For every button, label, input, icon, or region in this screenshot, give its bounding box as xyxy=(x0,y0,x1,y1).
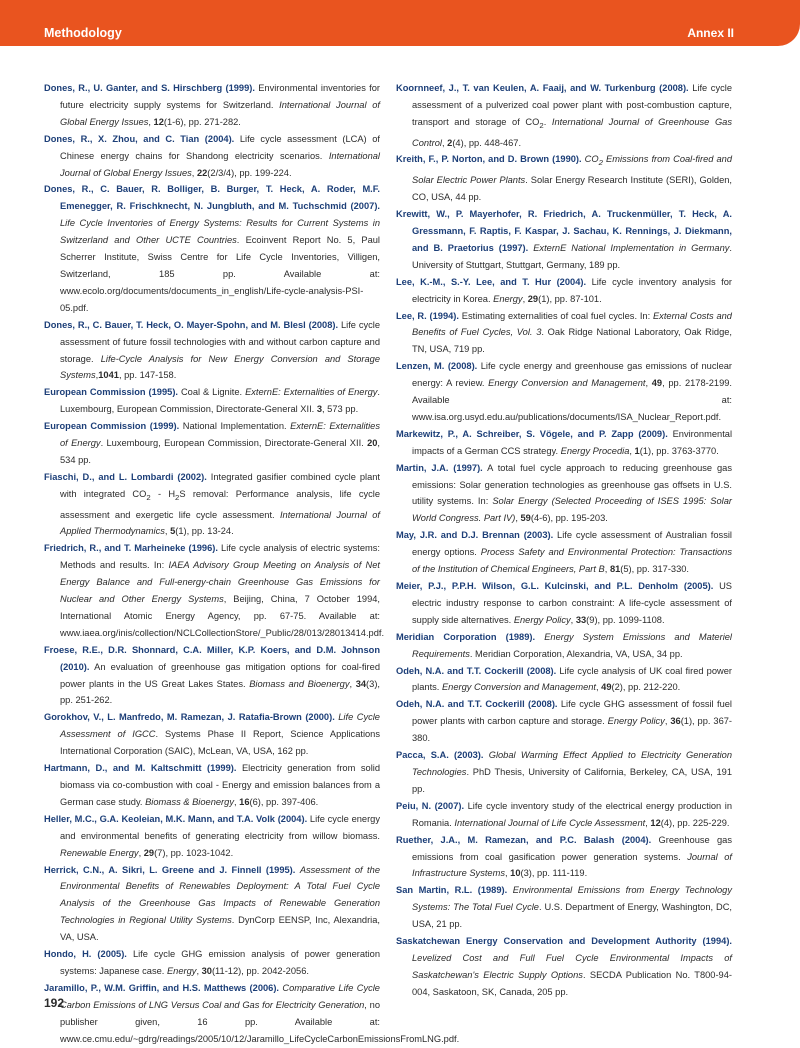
reference-entry xyxy=(396,747,732,798)
reference-authors: Pacca, S.A. (2003). xyxy=(396,750,484,761)
reference-details: Assessment of the Environmental Benefits of Renewables Deployment: A Total Fuel Cycle Analysis of the Greenhouse Gas Impacts of Renewable Generation Technologies in Regional Utility Systems. DynCorp EENSP, Inc, Alexandria, VA, USA. xyxy=(60,864,380,943)
reference-details: Life cycle inventory analysis for electricity in Korea. Energy, 29(1), pp. 87-101. xyxy=(412,276,732,304)
reference-authors: Jaramillo, P., W.M. Griffin, and H.S. Matthews (2006). xyxy=(44,982,280,993)
reference-details: A total fuel cycle approach to reducing greenhouse gas emissions: Solar generation technologies as greenhouse gas offsets in U.S. utility systems. In: Solar Energy (Selected Proceeding of ISES 1995: Solar World Congress. Part IV), 59(4-6), pp. 195-203. xyxy=(412,462,732,524)
reference-details: Levelized Cost and Full Fuel Cycle Environmental Impacts of Saskatchewan's Electric Supply Options. SECDA Publication No. T800-94-004, Saskatoon, SK, Canada, 205 pp. xyxy=(412,952,732,997)
reference-details: Life cycle analysis of electric systems: Methods and results. In: IAEA Advisory Group Meeting on Analysis of Net Energy Balance and Full-energy-chain Greenhouse Gas Emissions for Nuclear and Other Energy Systems, Beijing, China, 7 October 1994, International Atomic Energy Agency, pp. 67-75. Available at: www.iaea.org/inis/collection/NCLCollectionStore/_Public/28/013/28013414.pdf. xyxy=(60,543,385,638)
reference-authors: Dones, R., C. Bauer, R. Bolliger, B. Burger, T. Heck, A. Roder, M.F. Emenegger, R. Frischknecht, N. Jungbluth, and M. Tuchschmid (2007). xyxy=(44,184,380,212)
reference-authors: San Martin, R.L. (1989). xyxy=(396,885,508,896)
reference-details: Global Warming Effect Applied to Electricity Generation Technologies. PhD Thesis, University of California, Berkeley, CA, USA, 191 pp. xyxy=(412,750,732,794)
reference-details: Life cycle energy and environmental benefits of generating electricity from willow biomass. Renewable Energy, 29(7), pp. 1023-1042. xyxy=(60,813,380,858)
reference-authors: Meier, P.J., P.P.H. Wilson, G.L. Kulcinski, and P.L. Denholm (2005). xyxy=(396,581,714,591)
reference-entry xyxy=(44,540,385,641)
reference-authors: Saskatchewan Energy Conservation and Development Authority (1994). xyxy=(396,936,732,947)
reference-authors: Krewitt, W., P. Mayerhofer, R. Friedrich, A. Truckenmüller, T. Heck, A. Gressmann, F. Raptis, F. Kaspar, J. Sachau, K. Rennings, J. Diekmann, and B. Praetorius (1997). xyxy=(396,209,732,253)
reference-authors: Lee, K.-M., S.-Y. Lee, and T. Hur (2004). xyxy=(396,276,587,287)
reference-authors: Herrick, C.N., A. Sikri, L. Greene and J. Finnell (1995). xyxy=(44,864,296,875)
reference-details: Life cycle assessment of Australian fossil energy options. Process Safety and Environmental Protection: Transactions of the Institution of Chemical Engineers, Part B, 81(5), pp. 317-330. xyxy=(412,530,732,575)
reference-entry xyxy=(44,418,380,469)
reference-entry xyxy=(396,358,732,426)
reference-entry xyxy=(44,642,380,710)
reference-entry xyxy=(44,946,380,980)
reference-details: ExternE National Implementation in Germany. University of Stuttgart, Stuttgart, Germany, 189 pp. xyxy=(412,242,732,270)
reference-details: Integrated gasifier combined cycle plant with integrated $CO_2 - H_2S$ removal: Performance analysis, life cycle assessment and exergetic life cycle assessment. International Journal of Applied Thermodynamics, 5(1), pp. 13-24. xyxy=(60,471,381,537)
reference-details: Life Cycle Assessment of IGCC. Systems Phase II Report, Science Applications International Corporation (SAIC), McLean, VA, USA, 162 pp. xyxy=(60,712,381,757)
reference-authors: Lenzen, M. (2008). xyxy=(396,361,478,372)
reference-details: Environmental inventories for future electricity supply systems for Switzerland. International Journal of Global Energy Issues, 12(1-6), pp. 271-282. xyxy=(60,83,380,127)
reference-details: $CO_2$ Emissions from Coal-fired and Solar Electric Power Plants. Solar Energy Research Institute (SERI), Golden, CO, USA, 44 pp. xyxy=(412,154,733,203)
reference-authors: Martin, J.A. (1997). xyxy=(396,462,483,473)
reference-entry xyxy=(396,578,732,629)
reference-details: Life Cycle Inventories of Energy Systems: Results for Current Systems in Switzerland and Other UCTE Countries. Ecoinvent Report No. 5, Paul Scherrer Institute, Swiss Centre for Life Cycle Inventories, Villigen, Switzerland, 185 pp. Available at: www.ecolo.org/documents/documents_in_english/Life-cycle-analysis-PSI-05.pdf. xyxy=(60,218,380,313)
reference-entry xyxy=(44,80,380,131)
reference-authors: Odeh, N.A. and T.T. Cockerill (2008). xyxy=(396,699,558,710)
reference-authors: May, J.R. and D.J. Brennan (2003). xyxy=(396,530,554,541)
reference-details: Environmental Emissions from Energy Technology Systems: The Total Fuel Cycle. U.S. Department of Energy, Washington, DC, USA, 21 pp. xyxy=(412,885,732,930)
reference-details: Estimating externalities of coal fuel cycles. In: External Costs and Benefits of Fuel Cycles, Vol. 3. Oak Ridge National Laboratory, Oak Ridge, TN, USA, 719 pp. xyxy=(412,310,733,355)
reference-entry xyxy=(396,832,732,883)
reference-details: National Implementation. ExternE: Externalities of Energy. Luxembourg, European Commission, Directorate-General XII. 20, 534 pp. xyxy=(60,421,381,465)
reference-authors: Meridian Corporation (1989). xyxy=(396,631,536,642)
reference-details: Life cycle assessment (LCA) of Chinese energy chains for Shandong electricity scenarios. International Journal of Global Energy Issues, 22(2/3/4), pp. 199-224. xyxy=(60,133,380,178)
reference-entry xyxy=(44,317,380,385)
reference-authors: Kreith, F., P. Norton, and D. Brown (1990). xyxy=(396,154,582,165)
reference-entry xyxy=(396,206,732,274)
reference-authors: Friedrich, R., and T. Marheineke (1996). xyxy=(44,543,218,554)
page-number: 192 xyxy=(44,996,65,1010)
reference-details: Coal & Lignite. ExternE: Externalities of Energy. Luxembourg, European Commission, Directorate-General XII. 3, 573 pp. xyxy=(60,387,380,415)
reference-authors: Lee, R. (1994). xyxy=(396,310,459,321)
reference-authors: European Commission (1995). xyxy=(44,387,179,398)
reference-authors: Fiaschi, D., and L. Lombardi (2002). xyxy=(44,471,207,482)
reference-authors: Odeh, N.A. and T.T. Cockerill (2008). xyxy=(396,665,557,676)
reference-details: US electric industry response to carbon constraint: A life-cycle assessment of supply side alternatives. Energy Policy, 33(9), pp. 1099-1108. xyxy=(412,581,733,625)
reference-entry xyxy=(396,274,732,308)
reference-details: Electricity generation from solid biomass via co-combustion with coal - Energy and emission balances from a German case study. Biomass & Bioenergy, 16(6), pp. 397-406. xyxy=(60,763,380,807)
reference-details: Environmental impacts of a German CCS strategy. Energy Procedia, 1(1), pp. 3763-3770. xyxy=(412,428,733,456)
reference-entry xyxy=(396,80,732,151)
reference-entry xyxy=(396,426,732,460)
reference-authors: Koornneef, J., T. van Keulen, A. Faaij, and W. Turkenburg (2008). xyxy=(396,83,689,93)
page-header xyxy=(0,0,800,46)
section-title: Methodology xyxy=(44,26,122,40)
reference-entry xyxy=(44,811,380,862)
reference-entry xyxy=(396,527,732,578)
reference-details: Comparative Life Cycle Carbon Emissions of LNG Versus Coal and Gas for Electricity Generation, no publisher given, 16 pp. Available at: www.ce.cmu.edu/~gdrg/readings/2005/10/12/Jaramillo_LifeCycleCarbonEmissionsFromLNG.pdf. xyxy=(60,982,460,1044)
reference-entry xyxy=(44,709,380,760)
reference-authors: Gorokhov, V., L. Manfredo, M. Ramezan, J. Ratafia-Brown (2000). xyxy=(44,712,335,723)
reference-entry xyxy=(44,469,380,540)
reference-details: An evaluation of greenhouse gas mitigation options for coal-fired power plants in the US Great Lakes States. Biomass and Bioenergy, 34(3), pp. 251-262. xyxy=(60,661,380,706)
reference-details: Life cycle assessment of future fossil technologies with and without carbon capture and storage. Life-Cycle Analysis for New Energy Conversion and Storage Systems,1041, pp. 147-158. xyxy=(60,319,380,381)
reference-details: Life cycle analysis of UK coal fired power plants. Energy Conversion and Management, 49(2), pp. 212-220. xyxy=(412,665,732,693)
reference-authors: Ruether, J.A., M. Ramezan, and P.C. Balash (2004). xyxy=(396,834,652,845)
reference-details: Energy System Emissions and Materiel Requirements. Meridian Corporation, Alexandria, VA, USA, 34 pp. xyxy=(412,631,732,659)
reference-details: Life cycle GHG assessment of fossil fuel power plants with carbon capture and storage. Energy Policy, 36(1), pp. 367-380. xyxy=(412,699,733,744)
reference-details: Greenhouse gas emissions from coal gasification power generation systems. Journal of Infrastructure Systems, 10(3), pp. 111-119. xyxy=(412,834,732,879)
reference-authors: Heller, M.C., G.A. Keoleian, M.K. Mann, and T.A. Volk (2004). xyxy=(44,813,308,824)
reference-entry xyxy=(396,151,732,206)
reference-entry xyxy=(396,882,732,933)
reference-details: Life cycle energy and greenhouse gas emissions of nuclear energy: A review. Energy Conversion and Management, 49, pp. 2178-2199. Available at: www.isa.org.usyd.edu.au/publications/documents/ISA_Nuclear_Report.pdf. xyxy=(412,361,733,422)
reference-entry xyxy=(396,629,732,663)
reference-authors: Dones, R., X. Zhou, and C. Tian (2004). xyxy=(44,133,235,144)
reference-authors: Peiu, N. (2007). xyxy=(396,800,465,811)
reference-entry xyxy=(44,181,380,316)
reference-entry xyxy=(396,308,732,359)
reference-entry xyxy=(396,798,732,832)
reference-authors: Froese, R.E., D.R. Shonnard, C.A. Miller, K.P. Koers, and D.M. Johnson (2010). xyxy=(44,644,380,672)
annex-label: Annex II xyxy=(687,26,734,40)
reference-details: Life cycle GHG emission analysis of power generation systems: Japanese case. Energy, 30(11-12), pp. 2042-2056. xyxy=(60,949,380,976)
reference-authors: European Commission (1999). xyxy=(44,421,180,432)
references-column-right xyxy=(396,80,732,1001)
reference-details: Life cycle inventory study of the electrical energy production in Romania. International Journal of Life Cycle Assessment, 12(4), pp. 225-229. xyxy=(412,800,733,828)
reference-details: Life cycle assessment of a pulverized coal power plant with post-combustion capture, transport and storage of $CO_2$. International Journal of Greenhouse Gas Control, 2(4), pp. 448-467. xyxy=(412,83,732,148)
reference-entry xyxy=(396,696,732,747)
reference-entry xyxy=(44,131,380,182)
reference-authors: Hartmann, D., and M. Kaltschmitt (1999). xyxy=(44,763,237,774)
reference-entry xyxy=(44,862,380,947)
reference-authors: Dones, R., U. Ganter, and S. Hirschberg (1999). xyxy=(44,83,255,93)
reference-entry xyxy=(44,760,380,811)
reference-authors: Dones, R., C. Bauer, T. Heck, O. Mayer-Spohn, and M. Blesl (2008). xyxy=(44,319,339,330)
reference-authors: Hondo, H. (2005). xyxy=(44,949,127,960)
reference-entry xyxy=(396,933,732,1001)
reference-entry xyxy=(396,663,732,697)
reference-entry xyxy=(396,460,732,528)
reference-authors: Markewitz, P., A. Schreiber, S. Vögele, and P. Zapp (2009). xyxy=(396,428,668,439)
reference-entry xyxy=(44,384,380,418)
reference-entry xyxy=(44,980,460,1048)
